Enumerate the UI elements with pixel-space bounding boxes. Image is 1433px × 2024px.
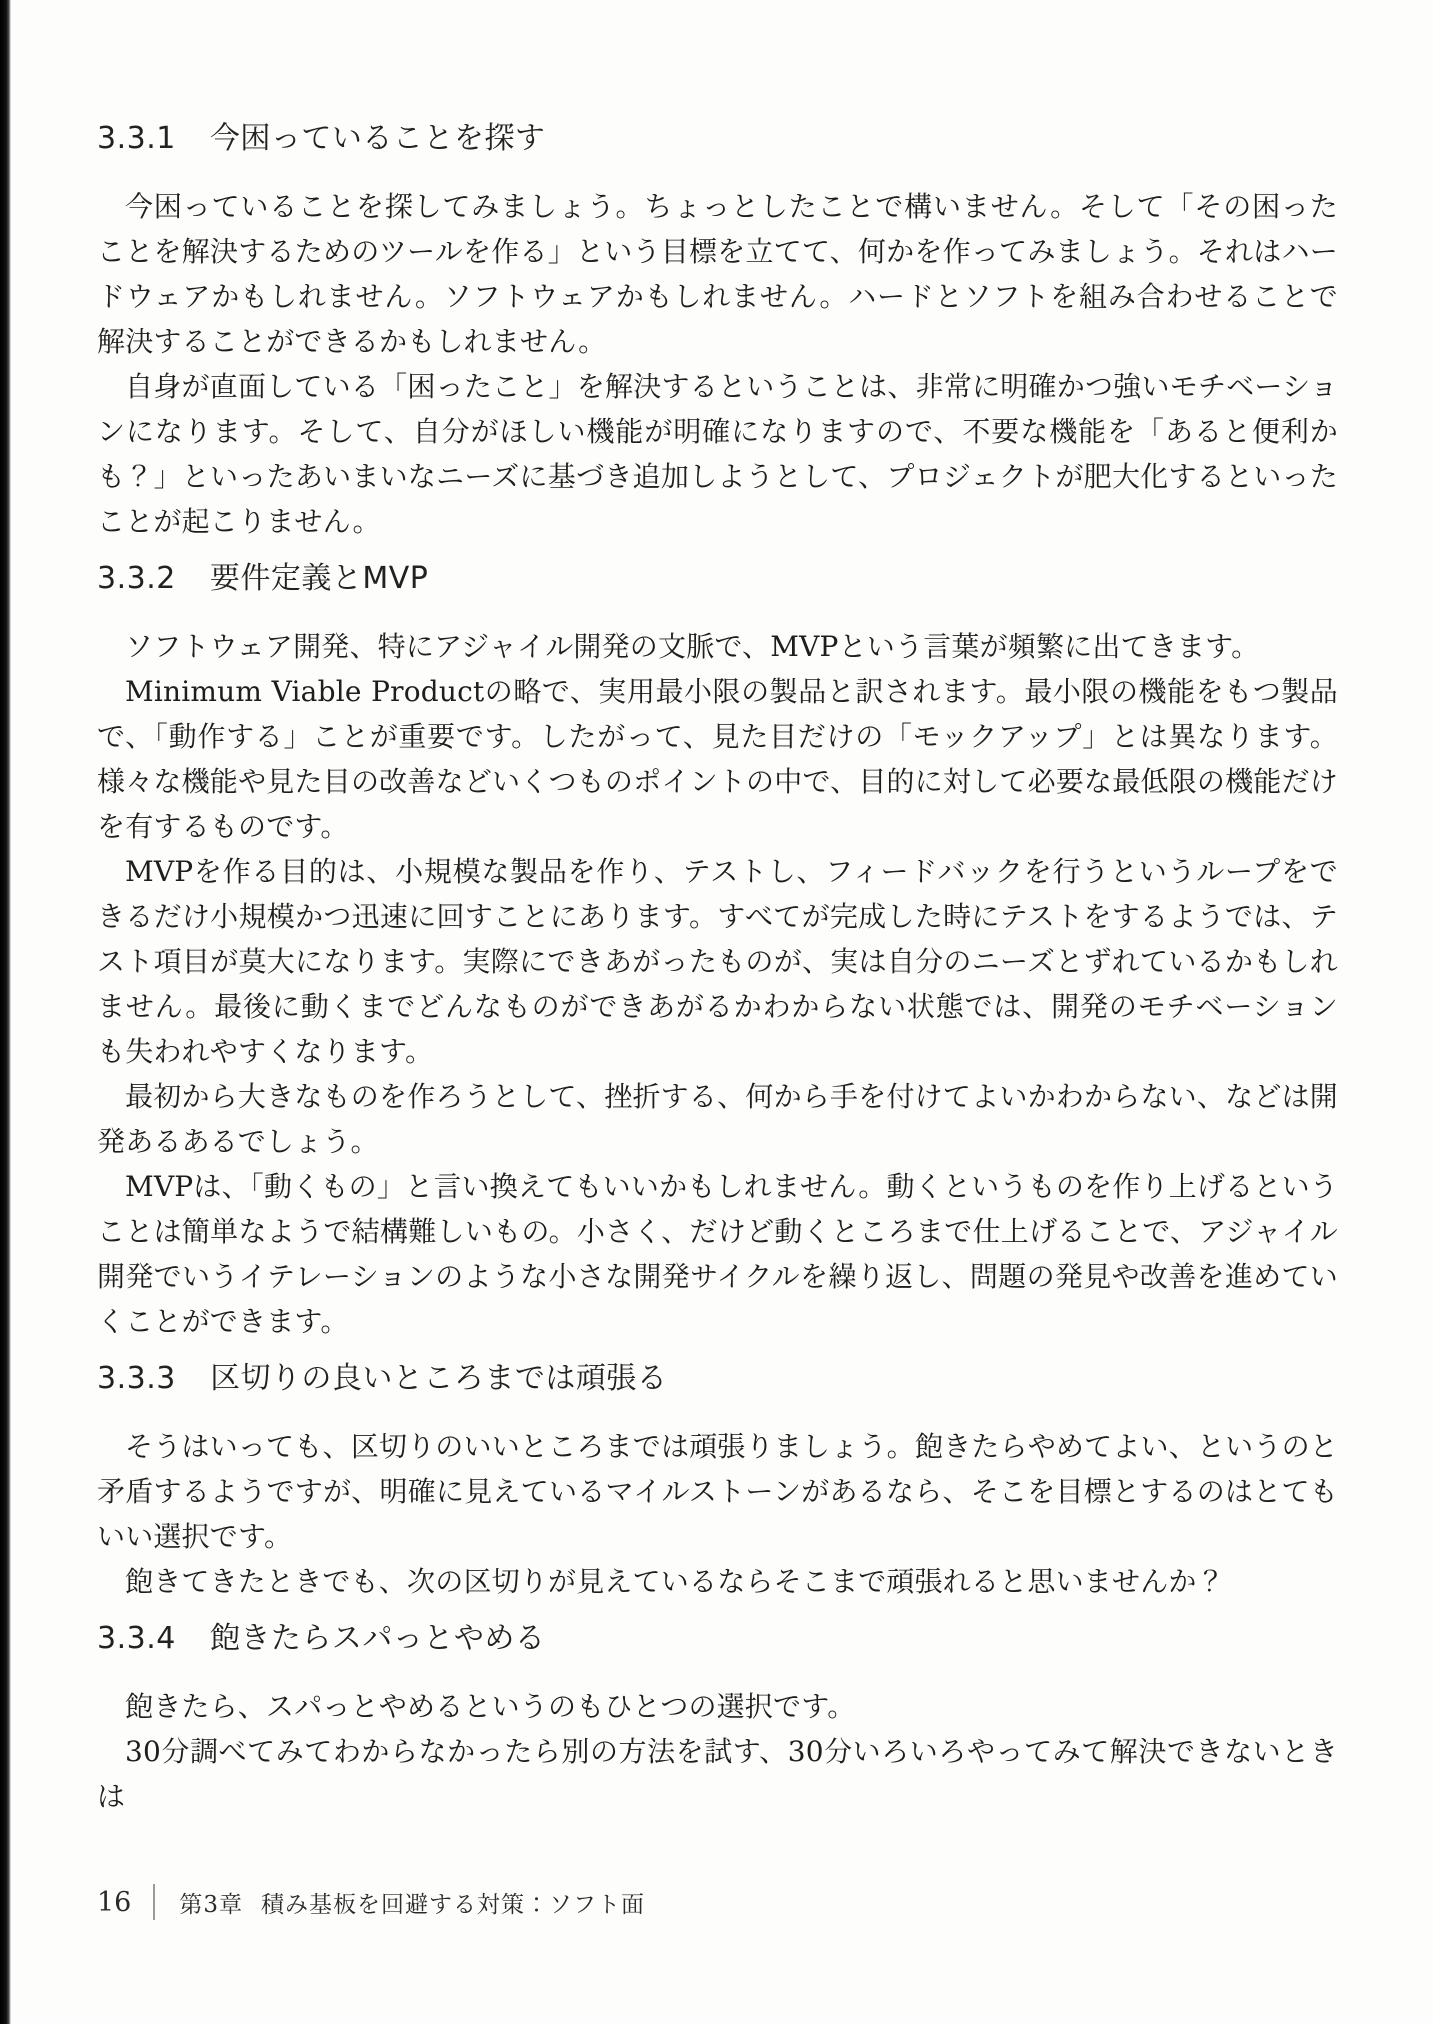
chapter-title: 積み基板を回避する対策：ソフト面 — [261, 1891, 645, 1918]
page-number: 16 — [97, 1886, 132, 1918]
body-paragraph: そうはいっても、区切りのいいところまでは頑張りましょう。飽きたらやめてよい、というのと矛盾するようですが、明確に見えているマイルストーンがあるなら、そこを目標とするのはとてもいい選択です。 — [97, 1430, 1338, 1553]
page-content — [97, 120, 1338, 1819]
body-paragraph: 30分調べてみてわからなかったら別の方法を試す、30分いろいろやってみて解決できないときは — [97, 1735, 1338, 1813]
body-paragraph: 今困っていることを探してみましょう。ちょっとしたことで構いません。そして「その困ったことを解決するためのツールを作る」という目標を立てて、何かを作ってみましょう。それはハードウェアかもしれません。ソフトウェアかもしれません。ハードとソフトを組み合わせることで解決することができるかもしれません。 — [97, 190, 1338, 358]
body-paragraph: 飽きたら、スパっとやめるというのもひとつの選択です。 — [125, 1690, 856, 1723]
section-number: 3.3.1 — [97, 121, 176, 156]
section-heading-333 — [97, 1360, 1338, 1398]
section-heading-331 — [97, 120, 1338, 158]
section-heading-334 — [97, 1620, 1338, 1658]
body-paragraph: ソフトウェア開発、特にアジャイル開発の文脈で、MVPという言葉が頻繁に出てきます。 — [125, 630, 1260, 663]
body-paragraph: 最初から大きなものを作ろうとして、挫折する、何から手を付けてよいかわからない、などは開発あるあるでしょう。 — [97, 1080, 1338, 1158]
body-paragraph: MVPは、「動くもの」と言い換えてもいいかもしれません。動くというものを作り上げるということは簡単なようで結構難しいもの。小さく、だけど動くところまで仕上げることで、アジャイル開発でいうイテレーションのような小さな開発サイクルを繰り返し、問題の発見や改善を進めていくことができます。 — [97, 1170, 1338, 1338]
body-paragraph: MVPを作る目的は、小規模な製品を作り、テストし、フィードバックを行うというループをできるだけ小規模かつ迅速に回すことにあります。すべてが完成した時にテストをするようでは、テスト項目が莫大になります。実際にできあがったものが、実は自分のニーズとずれているかもしれません。最後に動くまでどんなものができあがるかわからない状態では、開発のモチベーションも失われやすくなります。 — [97, 855, 1338, 1068]
section-title: 要件定義とMVP — [209, 561, 429, 596]
chapter-label: 第3章 — [179, 1891, 243, 1918]
section-number: 3.3.3 — [97, 1361, 176, 1396]
section-number: 3.3.2 — [97, 561, 176, 596]
page-binding-edge — [0, 0, 11, 2024]
body-paragraph: Minimum Viable Productの略で、実用最小限の製品と訳されます。最小限の機能をもつ製品で、「動作する」ことが重要です。したがって、見た目だけの「モックアップ」とは異なります。様々な機能や見た目の改善などいくつものポイントの中で、目的に対して必要な最低限の機能だけを有するものです。 — [97, 675, 1338, 843]
body-paragraph: 自身が直面している「困ったこと」を解決するということは、非常に明確かつ強いモチベーションになります。そして、自分がほしい機能が明確になりますので、不要な機能を「あると便利かも？」といったあいまいなニーズに基づき追加しようとして、プロジェクトが肥大化するといったことが起こりません。 — [97, 370, 1338, 538]
section-number: 3.3.4 — [97, 1621, 176, 1656]
footer-divider — [153, 1884, 155, 1920]
page-footer — [97, 1884, 645, 1920]
running-chapter-title — [179, 1886, 645, 1919]
section-heading-332 — [97, 560, 1338, 598]
body-paragraph: 飽きてきたときでも、次の区切りが見えているならそこまで頑張れると思いませんか？ — [125, 1565, 1225, 1598]
section-title: 飽きたらスパっとやめる — [209, 1621, 546, 1656]
section-title: 区切りの良いところまでは頑張る — [209, 1361, 668, 1396]
section-title: 今困っていることを探す — [209, 121, 546, 156]
